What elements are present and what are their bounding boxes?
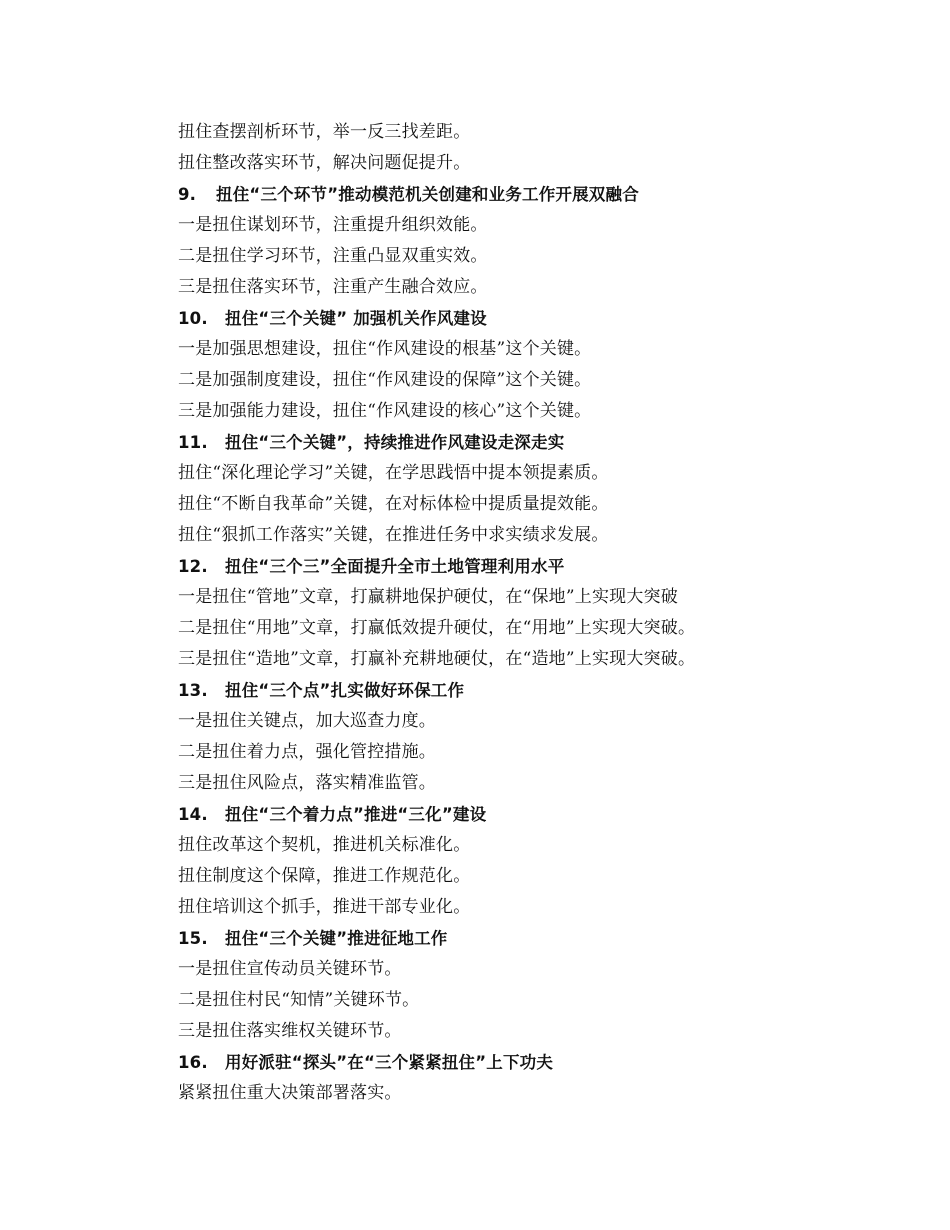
heading-number: 13. bbox=[178, 681, 208, 700]
heading-text: 扭住“三个关键”，持续推进作风建设走深走实 bbox=[225, 433, 565, 452]
body-line: 扭住“深化理论学习”关键，在学思践悟中提本领提素质。 bbox=[178, 463, 609, 483]
body-line: 一是加强思想建设，扭住“作风建设的根基”这个关键。 bbox=[178, 339, 592, 359]
section-heading-9 bbox=[178, 179, 918, 210]
body-line: 一是扭住关键点，加大巡查力度。 bbox=[178, 711, 436, 731]
body-line: 三是扭住“造地”文章，打赢补充耕地硬仗，在“造地”上实现大突破。 bbox=[178, 649, 696, 669]
section-heading-10 bbox=[178, 303, 918, 334]
body-line: 扭住“狠抓工作落实”关键，在推进任务中求实绩求发展。 bbox=[178, 525, 609, 545]
body-line: 二是加强制度建设，扭住“作风建设的保障”这个关键。 bbox=[178, 370, 592, 390]
heading-number: 12. bbox=[178, 557, 208, 576]
body-line: 扭住改革这个契机，推进机关标准化。 bbox=[178, 835, 471, 855]
body-line: 一是扭住宣传动员关键环节。 bbox=[178, 959, 402, 979]
body-line: 一是扭住谋划环节，注重提升组织效能。 bbox=[178, 215, 488, 235]
heading-text: 用好派驻“探头”在“三个紧紧扭住”上下功夫 bbox=[225, 1053, 554, 1072]
body-line: 扭住“不断自我革命”关键，在对标体检中提质量提效能。 bbox=[178, 494, 609, 514]
body-line: 二是扭住着力点，强化管控措施。 bbox=[178, 742, 436, 762]
heading-text: 扭住“三个着力点”推进“三化”建设 bbox=[225, 805, 487, 824]
section-heading-12 bbox=[178, 551, 918, 582]
heading-text: 扭住“三个三”全面提升全市土地管理利用水平 bbox=[225, 557, 565, 576]
heading-number: 9. bbox=[178, 185, 197, 204]
heading-text: 扭住“三个点”扎实做好环保工作 bbox=[225, 681, 465, 700]
body-line: 三是扭住落实维权关键环节。 bbox=[178, 1021, 402, 1041]
heading-number: 14. bbox=[178, 805, 208, 824]
body-line: 二是扭住学习环节，注重凸显双重实效。 bbox=[178, 246, 488, 266]
section-heading-11 bbox=[178, 427, 918, 458]
body-line: 扭住制度这个保障，推进工作规范化。 bbox=[178, 866, 471, 886]
heading-text: 扭住“三个关键”推进征地工作 bbox=[225, 929, 448, 948]
section-heading-16 bbox=[178, 1047, 918, 1078]
heading-number: 16. bbox=[178, 1053, 208, 1072]
section-heading-13 bbox=[178, 675, 918, 706]
body-line: 一是扭住“管地”文章，打赢耕地保护硬仗，在“保地”上实现大突破 bbox=[178, 587, 678, 607]
section-heading-14 bbox=[178, 799, 918, 830]
body-line: 二是扭住“用地”文章，打赢低效提升硬仗，在“用地”上实现大突破。 bbox=[178, 618, 696, 638]
body-line: 三是扭住落实环节，注重产生融合效应。 bbox=[178, 277, 488, 297]
heading-number: 11. bbox=[178, 433, 208, 452]
body-line: 二是扭住村民“知情”关键环节。 bbox=[178, 990, 420, 1010]
body-line: 三是加强能力建设，扭住“作风建设的核心”这个关键。 bbox=[178, 401, 592, 421]
heading-text: 扭住“三个关键” 加强机关作风建设 bbox=[225, 309, 487, 328]
section-heading-15 bbox=[178, 923, 918, 954]
body-line: 三是扭住风险点，落实精准监管。 bbox=[178, 773, 436, 793]
body-line: 扭住查摆剖析环节，举一反三找差距。 bbox=[178, 122, 471, 142]
body-line: 扭住整改落实环节，解决问题促提升。 bbox=[178, 153, 471, 173]
heading-number: 15. bbox=[178, 929, 208, 948]
heading-text: 扭住“三个环节”推动模范机关创建和业务工作开展双融合 bbox=[216, 185, 639, 204]
heading-number: 10. bbox=[178, 309, 208, 328]
body-line: 扭住培训这个抓手，推进干部专业化。 bbox=[178, 897, 471, 917]
document-page bbox=[178, 117, 918, 1109]
body-line: 紧紧扭住重大决策部署落实。 bbox=[178, 1083, 402, 1103]
